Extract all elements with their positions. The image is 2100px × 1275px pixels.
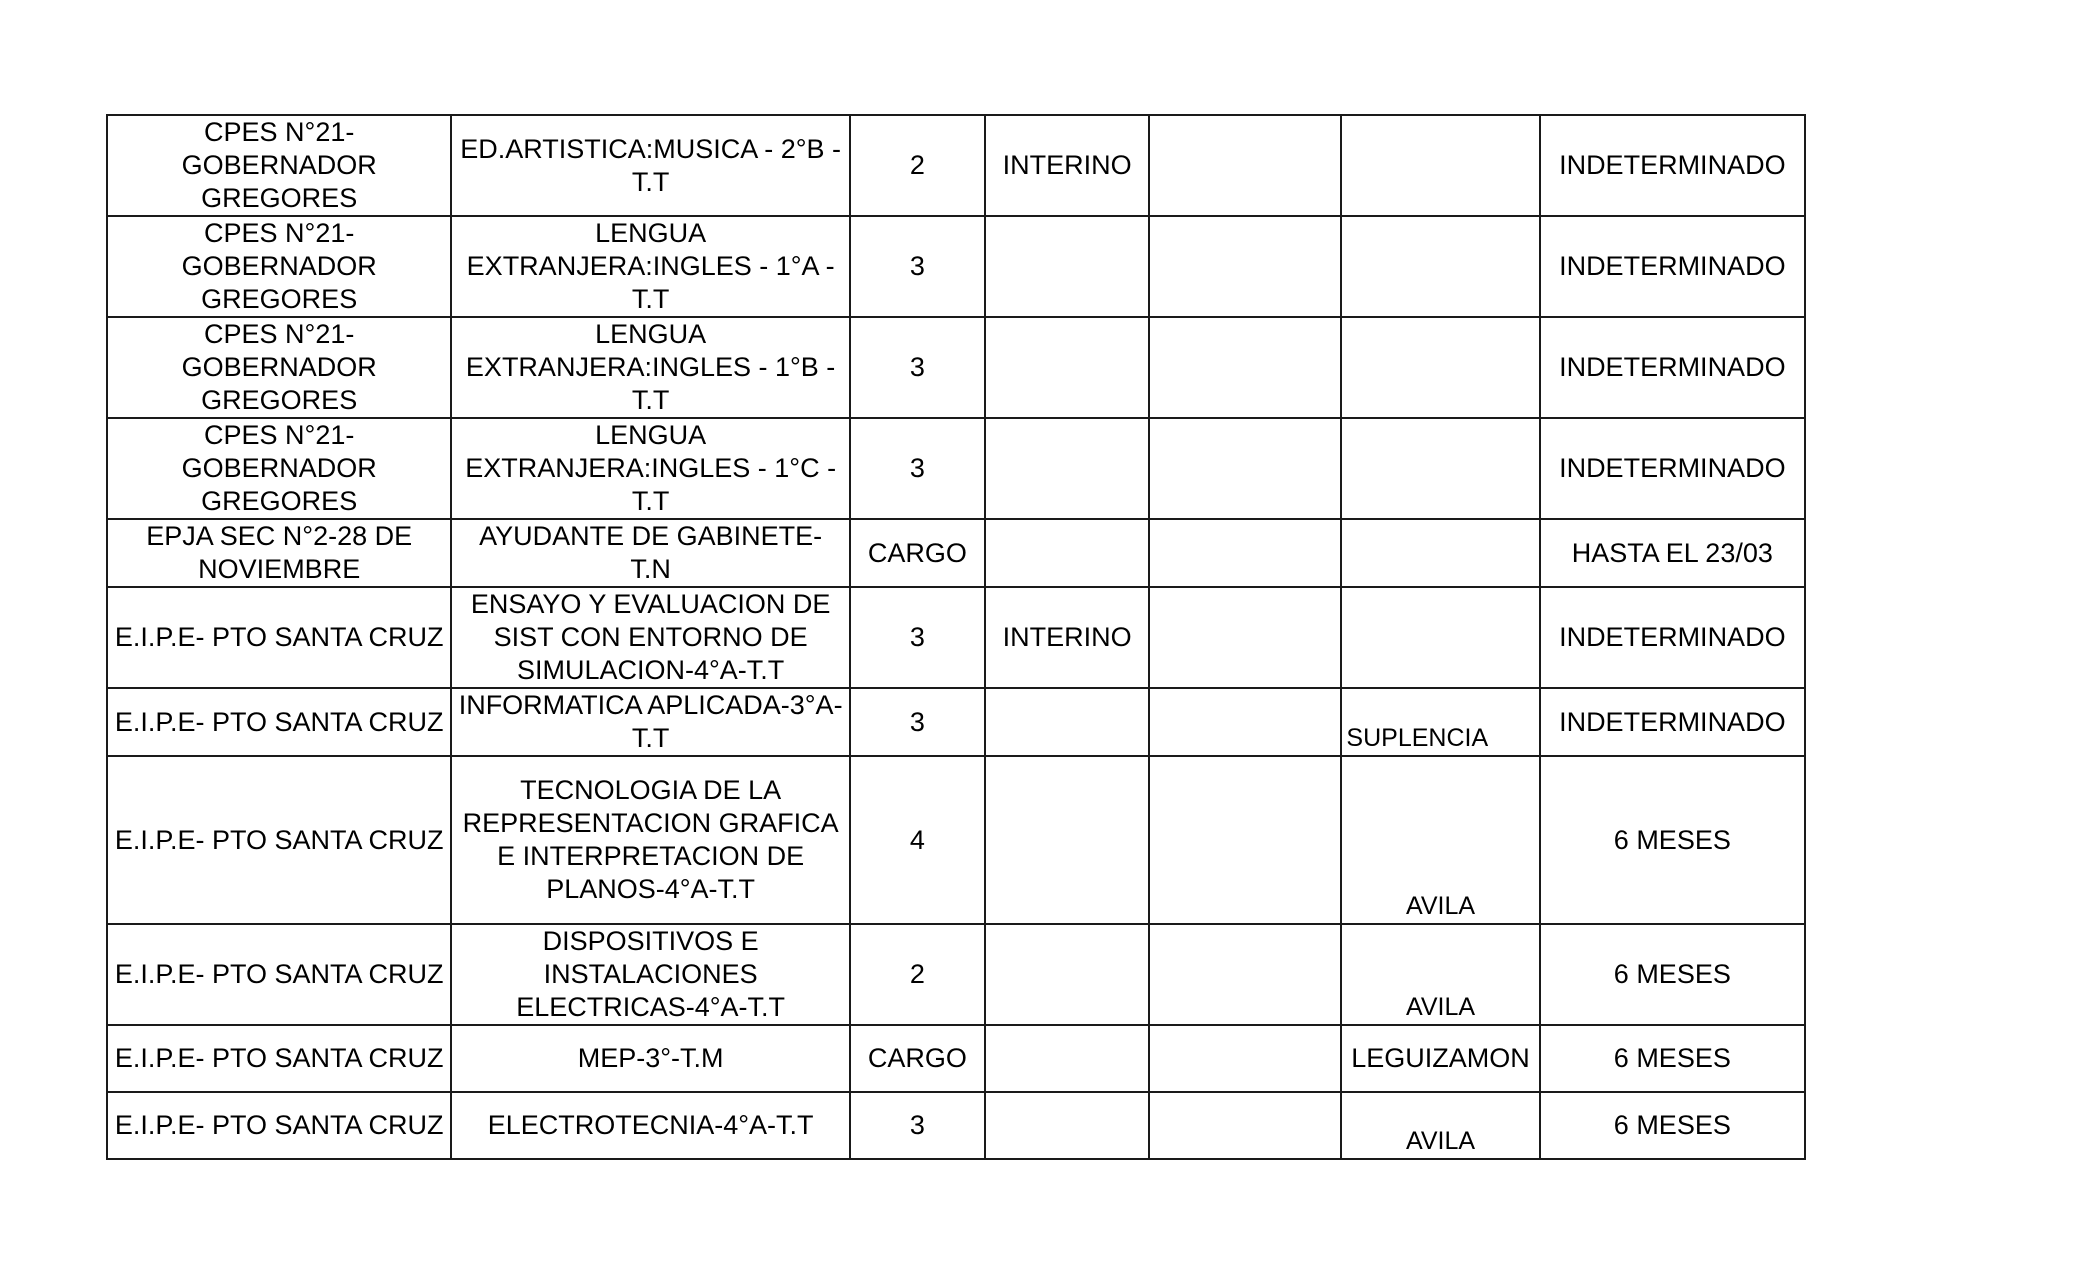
note-cell [1341, 587, 1539, 688]
note-cell [1341, 519, 1539, 587]
status-cell [985, 1025, 1149, 1092]
duration-cell: INDETERMINADO [1540, 317, 1805, 418]
school-cell: E.I.P.E- PTO SANTA CRUZ [107, 1025, 451, 1092]
duration-cell: 6 MESES [1540, 1025, 1805, 1092]
school-cell: E.I.P.E- PTO SANTA CRUZ [107, 688, 451, 756]
hours-cell: 3 [850, 587, 985, 688]
school-cell: CPES N°21- GOBERNADOR GREGORES [107, 216, 451, 317]
empty-cell [1149, 1092, 1341, 1159]
subject-cell: INFORMATICA APLICADA-3°A-T.T [451, 688, 849, 756]
table-row [107, 688, 1805, 756]
table-row [107, 587, 1805, 688]
table-row [107, 317, 1805, 418]
duration-cell: HASTA EL 23/03 [1540, 519, 1805, 587]
hours-cell: 3 [850, 216, 985, 317]
hours-cell: 3 [850, 688, 985, 756]
status-cell [985, 924, 1149, 1025]
hours-cell: 4 [850, 756, 985, 924]
table-row [107, 216, 1805, 317]
empty-cell [1149, 519, 1341, 587]
subject-cell: ENSAYO Y EVALUACION DE SIST CON ENTORNO DE SIMULACION-4°A-T.T [451, 587, 849, 688]
table-row [107, 115, 1805, 216]
table-row [107, 924, 1805, 1025]
duration-cell: INDETERMINADO [1540, 688, 1805, 756]
subject-cell: ED.ARTISTICA:MUSICA - 2°B - T.T [451, 115, 849, 216]
note-cell: LEGUIZAMON [1341, 1025, 1539, 1092]
status-cell: INTERINO [985, 587, 1149, 688]
hours-cell: CARGO [850, 1025, 985, 1092]
subject-cell: AYUDANTE DE GABINETE- T.N [451, 519, 849, 587]
table-row [107, 1092, 1805, 1159]
table-row [107, 418, 1805, 519]
note-cell: AVILA [1341, 1092, 1539, 1159]
note-cell: AVILA [1341, 756, 1539, 924]
subject-cell: TECNOLOGIA DE LA REPRESENTACION GRAFICA E INTERPRETACION DE PLANOS-4°A-T.T [451, 756, 849, 924]
school-cell: E.I.P.E- PTO SANTA CRUZ [107, 756, 451, 924]
empty-cell [1149, 418, 1341, 519]
subject-cell: DISPOSITIVOS E INSTALACIONES ELECTRICAS-4°A-T.T [451, 924, 849, 1025]
status-cell [985, 216, 1149, 317]
duration-cell: INDETERMINADO [1540, 587, 1805, 688]
status-cell [985, 418, 1149, 519]
status-cell [985, 1092, 1149, 1159]
hours-cell: 2 [850, 924, 985, 1025]
school-cell: E.I.P.E- PTO SANTA CRUZ [107, 924, 451, 1025]
empty-cell [1149, 1025, 1341, 1092]
empty-cell [1149, 924, 1341, 1025]
school-cell: E.I.P.E- PTO SANTA CRUZ [107, 1092, 451, 1159]
note-cell [1341, 418, 1539, 519]
duration-cell: 6 MESES [1540, 756, 1805, 924]
status-cell [985, 519, 1149, 587]
duration-cell: 6 MESES [1540, 924, 1805, 1025]
empty-cell [1149, 115, 1341, 216]
duration-cell: INDETERMINADO [1540, 216, 1805, 317]
empty-cell [1149, 216, 1341, 317]
hours-cell: CARGO [850, 519, 985, 587]
table-row [107, 1025, 1805, 1092]
school-cell: CPES N°21- GOBERNADOR GREGORES [107, 115, 451, 216]
school-cell: CPES N°21- GOBERNADOR GREGORES [107, 317, 451, 418]
subject-cell: LENGUA EXTRANJERA:INGLES - 1°C - T.T [451, 418, 849, 519]
note-cell [1341, 216, 1539, 317]
table-row [107, 756, 1805, 924]
table-row [107, 519, 1805, 587]
school-cell: CPES N°21- GOBERNADOR GREGORES [107, 418, 451, 519]
hours-cell: 2 [850, 115, 985, 216]
subject-cell: LENGUA EXTRANJERA:INGLES - 1°A - T.T [451, 216, 849, 317]
note-cell [1341, 115, 1539, 216]
duration-cell: INDETERMINADO [1540, 115, 1805, 216]
assignments-table [106, 114, 1806, 1160]
subject-cell: LENGUA EXTRANJERA:INGLES - 1°B - T.T [451, 317, 849, 418]
empty-cell [1149, 688, 1341, 756]
subject-cell: MEP-3°-T.M [451, 1025, 849, 1092]
empty-cell [1149, 587, 1341, 688]
hours-cell: 3 [850, 418, 985, 519]
hours-cell: 3 [850, 1092, 985, 1159]
status-cell [985, 317, 1149, 418]
status-cell: INTERINO [985, 115, 1149, 216]
status-cell [985, 688, 1149, 756]
duration-cell: 6 MESES [1540, 1092, 1805, 1159]
school-cell: EPJA SEC N°2-28 DE NOVIEMBRE [107, 519, 451, 587]
subject-cell: ELECTROTECNIA-4°A-T.T [451, 1092, 849, 1159]
note-cell: AVILA [1341, 924, 1539, 1025]
duration-cell: INDETERMINADO [1540, 418, 1805, 519]
note-cell [1341, 317, 1539, 418]
hours-cell: 3 [850, 317, 985, 418]
status-cell [985, 756, 1149, 924]
empty-cell [1149, 756, 1341, 924]
empty-cell [1149, 317, 1341, 418]
school-cell: E.I.P.E- PTO SANTA CRUZ [107, 587, 451, 688]
note-cell: SUPLENCIA [1341, 688, 1539, 756]
